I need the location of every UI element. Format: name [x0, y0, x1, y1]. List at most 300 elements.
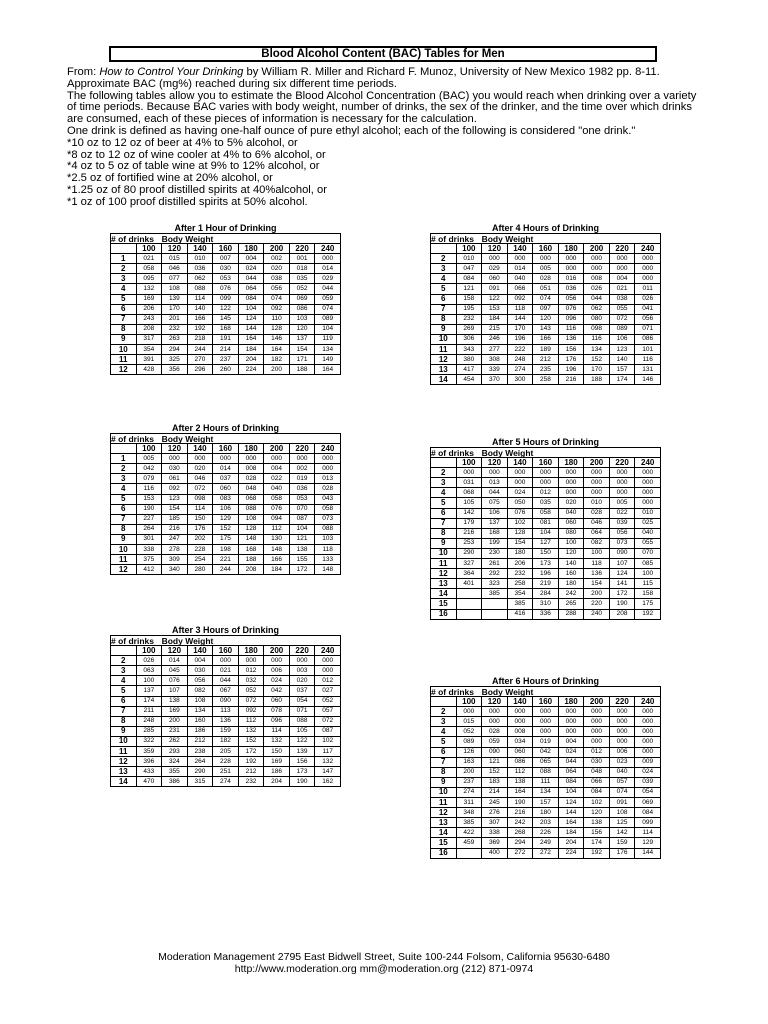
table-row [431, 808, 661, 818]
bac-cell: 290 [456, 548, 482, 558]
bac-cell: 264 [136, 524, 162, 534]
bac-cell: 134 [584, 345, 610, 355]
bac-cell: 150 [264, 747, 290, 757]
bac-cell: 195 [456, 304, 482, 314]
bac-cell: 053 [289, 494, 315, 504]
bac-cell: 152 [213, 524, 239, 534]
bac-cell: 128 [507, 528, 533, 538]
bac-cell: 000 [533, 717, 559, 727]
bac-cell: 081 [533, 518, 559, 528]
bac-cell: 206 [136, 304, 162, 314]
bac-cell: 188 [289, 365, 315, 375]
bac-cell: 137 [289, 334, 315, 344]
drinks-cell: 7 [431, 518, 457, 528]
bac-cell: 138 [584, 818, 610, 828]
bac-cell: 128 [238, 524, 264, 534]
bac-cell: 052 [238, 686, 264, 696]
bac-cell: 000 [558, 468, 584, 478]
bac-cell: 200 [162, 716, 188, 726]
bac-cell: 294 [507, 838, 533, 848]
bac-cell: 025 [635, 518, 661, 528]
drinks-cell: 3 [431, 478, 457, 488]
bac-cell [456, 589, 482, 599]
weight-cell: 240 [315, 244, 341, 254]
bac-cell: 004 [187, 656, 213, 666]
drinks-cell: 4 [111, 284, 137, 294]
bac-cell: 000 [609, 254, 635, 264]
bac-cell: 000 [238, 656, 264, 666]
weight-cell: 160 [213, 646, 239, 656]
bac-cell: 080 [584, 314, 610, 324]
bac-cell: 083 [213, 494, 239, 504]
bac-cell: 370 [482, 375, 508, 385]
bac-cell: 011 [635, 284, 661, 294]
drinks-cell: 2 [111, 464, 137, 474]
bac-cell: 075 [482, 498, 508, 508]
bac-cell: 170 [162, 304, 188, 314]
bac-cell: 129 [213, 514, 239, 524]
body-weight-header: Body Weight [162, 234, 341, 244]
bac-cell: 048 [238, 484, 264, 494]
bac-cell: 166 [187, 314, 213, 324]
weight-cell: 220 [609, 244, 635, 254]
bac-cell: 184 [238, 345, 264, 355]
weight-cell: 180 [238, 646, 264, 656]
bac-cell: 042 [264, 686, 290, 696]
bac-cell: 013 [482, 478, 508, 488]
bac-cell: 018 [289, 264, 315, 274]
drinks-cell: 12 [431, 355, 457, 365]
bac-cell: 212 [533, 355, 559, 365]
bac-cell: 037 [213, 474, 239, 484]
bac-cell: 104 [289, 524, 315, 534]
drinks-cell: 12 [431, 569, 457, 579]
bac-cell: 029 [315, 274, 341, 284]
bac-cell: 000 [482, 468, 508, 478]
weight-cell: 220 [289, 244, 315, 254]
table-row [431, 589, 661, 599]
bac-cell: 176 [558, 355, 584, 365]
bac-cell: 198 [213, 545, 239, 555]
bac-cell: 006 [264, 666, 290, 676]
bac-cell: 249 [533, 838, 559, 848]
bac-cell: 002 [264, 254, 290, 264]
bac-cell: 112 [507, 767, 533, 777]
bac-cell: 385 [456, 818, 482, 828]
bac-cell: 144 [635, 848, 661, 858]
bac-cell: 000 [289, 656, 315, 666]
bac-cell: 134 [187, 706, 213, 716]
bac-cell: 105 [456, 498, 482, 508]
bac-cell: 076 [264, 504, 290, 514]
drinks-cell: 5 [431, 498, 457, 508]
bac-cell: 180 [558, 579, 584, 589]
body-weight-header: Body Weight [482, 687, 661, 697]
bac-cell: 317 [136, 334, 162, 344]
bac-table [430, 447, 661, 620]
bac-cell: 088 [315, 524, 341, 534]
bac-cell: 000 [635, 747, 661, 757]
drinks-cell: 9 [431, 538, 457, 548]
table-row [111, 314, 341, 324]
table-header-row [431, 448, 661, 458]
drinks-cell: 14 [431, 375, 457, 385]
bac-cell: 030 [584, 757, 610, 767]
drinks-cell: 8 [431, 314, 457, 324]
bac-cell: 112 [238, 716, 264, 726]
bac-cell: 028 [238, 474, 264, 484]
drinks-cell: 13 [431, 818, 457, 828]
drink-equivalent: *10 oz to 12 oz of beer at 4% to 5% alcohol, or [67, 136, 298, 149]
blank-cell [111, 444, 137, 454]
bac-cell: 019 [289, 474, 315, 484]
bac-cell: 037 [289, 686, 315, 696]
bac-cell: 106 [609, 334, 635, 344]
bac-cell: 166 [533, 334, 559, 344]
bac-cell: 175 [213, 534, 239, 544]
bac-cell: 433 [136, 767, 162, 777]
bac-cell: 005 [533, 264, 559, 274]
bac-cell: 123 [609, 345, 635, 355]
table-row [431, 508, 661, 518]
table-row [111, 355, 341, 365]
bac-cell: 247 [162, 534, 188, 544]
bac-cell: 154 [289, 345, 315, 355]
bac-cell: 190 [507, 798, 533, 808]
bac-cell: 222 [507, 345, 533, 355]
drinks-cell: 3 [111, 274, 137, 284]
bac-cell: 092 [238, 706, 264, 716]
drinks-header: # of drinks [111, 434, 162, 444]
bac-cell: 063 [136, 666, 162, 676]
table-row [111, 365, 341, 375]
bac-cell: 060 [264, 696, 290, 706]
bac-cell: 172 [238, 747, 264, 757]
bac-cell: 391 [136, 355, 162, 365]
bac-cell: 016 [558, 274, 584, 284]
drink-equivalent: *8 oz to 12 oz of wine cooler at 4% to 6% alcohol, or [67, 148, 326, 161]
bac-cell: 100 [584, 548, 610, 558]
table-row [111, 696, 341, 706]
bac-cell: 324 [162, 757, 188, 767]
table-row [431, 334, 661, 344]
bac-cell: 000 [482, 254, 508, 264]
bac-cell: 216 [162, 524, 188, 534]
bac-cell: 150 [187, 514, 213, 524]
drinks-header: # of drinks [111, 234, 162, 244]
bac-table-6-hours [430, 676, 661, 859]
table-row [431, 559, 661, 569]
bac-cell: 000 [533, 727, 559, 737]
bac-cell: 309 [162, 555, 188, 565]
bac-cell: 077 [162, 274, 188, 284]
bac-cell: 385 [482, 589, 508, 599]
bac-cell: 070 [289, 504, 315, 514]
bac-cell: 058 [264, 494, 290, 504]
bac-cell: 084 [584, 787, 610, 797]
bac-cell: 170 [507, 324, 533, 334]
bac-cell: 108 [162, 284, 188, 294]
drinks-cell: 8 [431, 767, 457, 777]
bac-cell: 228 [187, 545, 213, 555]
bac-cell: 149 [315, 355, 341, 365]
bac-cell: 214 [482, 787, 508, 797]
drinks-cell: 12 [111, 365, 137, 375]
bac-cell: 096 [264, 716, 290, 726]
bac-cell: 203 [533, 818, 559, 828]
bac-cell: 027 [315, 686, 341, 696]
bac-cell: 028 [315, 484, 341, 494]
bac-cell: 158 [456, 294, 482, 304]
bac-cell: 136 [558, 334, 584, 344]
bac-cell: 000 [533, 707, 559, 717]
table-row [111, 656, 341, 666]
bac-cell: 010 [584, 498, 610, 508]
weight-row [111, 244, 341, 254]
bac-cell: 142 [456, 508, 482, 518]
bac-cell: 015 [162, 254, 188, 264]
bac-cell: 238 [187, 747, 213, 757]
bac-cell: 116 [558, 324, 584, 334]
bac-cell: 064 [558, 767, 584, 777]
weight-cell: 160 [533, 244, 559, 254]
body-weight-header: Body Weight [162, 434, 341, 444]
bac-cell: 204 [238, 355, 264, 365]
bac-cell: 048 [584, 767, 610, 777]
bac-cell: 274 [456, 787, 482, 797]
table-row [431, 579, 661, 589]
bac-cell: 270 [187, 355, 213, 365]
bac-cell: 099 [635, 818, 661, 828]
bac-cell: 106 [213, 504, 239, 514]
drinks-cell: 12 [111, 757, 137, 767]
bac-cell: 012 [315, 676, 341, 686]
bac-cell: 101 [635, 345, 661, 355]
drinks-cell: 10 [111, 545, 137, 555]
bac-cell: 327 [456, 559, 482, 569]
weight-cell: 120 [162, 444, 188, 454]
bac-cell: 264 [187, 757, 213, 767]
table-row [111, 454, 341, 464]
drinks-cell: 12 [111, 565, 137, 575]
bac-cell: 084 [558, 777, 584, 787]
bac-cell: 084 [238, 294, 264, 304]
bac-cell: 000 [315, 656, 341, 666]
bac-cell: 001 [289, 254, 315, 264]
bac-cell: 428 [136, 365, 162, 375]
drinks-cell: 11 [431, 345, 457, 355]
bac-cell: 253 [456, 538, 482, 548]
bac-cell: 085 [635, 559, 661, 569]
bac-cell: 176 [609, 848, 635, 858]
bac-cell: 000 [315, 464, 341, 474]
drink-equivalent: *1.25 oz of 80 proof distilled spirits at 40%alcohol, or [67, 183, 327, 196]
bac-cell: 013 [315, 474, 341, 484]
weight-cell: 200 [264, 444, 290, 454]
bac-cell: 196 [507, 334, 533, 344]
bac-cell: 021 [213, 666, 239, 676]
bac-cell: 088 [533, 767, 559, 777]
bac-cell: 137 [482, 518, 508, 528]
bac-cell: 104 [533, 528, 559, 538]
bac-table-4-hours [430, 223, 661, 385]
bac-cell: 057 [609, 777, 635, 787]
bac-cell: 155 [289, 555, 315, 565]
bac-cell: 243 [136, 314, 162, 324]
bac-cell: 189 [533, 345, 559, 355]
weight-cell: 220 [289, 444, 315, 454]
drinks-cell: 1 [111, 254, 137, 264]
drinks-cell: 2 [431, 707, 457, 717]
bac-cell: 412 [136, 565, 162, 575]
bac-cell: 014 [507, 264, 533, 274]
drinks-cell: 9 [431, 324, 457, 334]
bac-cell: 113 [213, 706, 239, 716]
bac-cell: 058 [533, 508, 559, 518]
bac-cell: 180 [507, 548, 533, 558]
bac-cell: 169 [136, 294, 162, 304]
bac-cell: 240 [584, 609, 610, 619]
drinks-cell: 11 [111, 355, 137, 365]
bac-cell: 044 [315, 284, 341, 294]
bac-cell: 024 [558, 747, 584, 757]
bac-cell: 401 [456, 579, 482, 589]
bac-cell: 224 [558, 848, 584, 858]
bac-cell: 470 [136, 777, 162, 787]
table-row [111, 334, 341, 344]
bac-cell: 046 [584, 518, 610, 528]
bac-cell: 059 [482, 737, 508, 747]
bac-cell: 080 [558, 528, 584, 538]
table-row [111, 504, 341, 514]
bac-cell: 104 [238, 304, 264, 314]
bac-cell: 086 [289, 304, 315, 314]
bac-cell: 022 [609, 508, 635, 518]
bac-cell: 120 [558, 548, 584, 558]
drinks-cell: 8 [111, 324, 137, 334]
bac-cell [482, 599, 508, 609]
bac-cell: 359 [136, 747, 162, 757]
bac-cell: 014 [315, 264, 341, 274]
drinks-cell: 16 [431, 848, 457, 858]
bac-cell: 201 [162, 314, 188, 324]
weight-cell: 240 [315, 444, 341, 454]
bac-cell: 010 [635, 508, 661, 518]
bac-cell: 006 [609, 747, 635, 757]
bac-cell: 000 [635, 468, 661, 478]
bac-cell: 068 [456, 488, 482, 498]
table-row [431, 747, 661, 757]
bac-cell: 000 [533, 478, 559, 488]
table-row [111, 767, 341, 777]
bac-cell: 005 [609, 498, 635, 508]
bac-cell: 184 [558, 828, 584, 838]
bac-cell: 000 [584, 727, 610, 737]
bac-cell: 060 [558, 518, 584, 528]
bac-cell: 185 [162, 514, 188, 524]
bac-cell: 274 [213, 777, 239, 787]
table-row [431, 498, 661, 508]
bac-cell: 061 [162, 474, 188, 484]
bac-cell: 000 [635, 737, 661, 747]
drinks-cell: 4 [111, 484, 137, 494]
bac-cell: 127 [533, 538, 559, 548]
bac-cell: 232 [507, 569, 533, 579]
bac-cell: 220 [584, 599, 610, 609]
bac-cell: 010 [187, 254, 213, 264]
bac-cell: 117 [315, 747, 341, 757]
bac-cell: 000 [507, 478, 533, 488]
table-row [431, 838, 661, 848]
bac-cell: 091 [609, 798, 635, 808]
bac-cell: 099 [213, 294, 239, 304]
bac-cell: 322 [136, 736, 162, 746]
bac-cell: 000 [635, 707, 661, 717]
drinks-cell: 2 [431, 468, 457, 478]
bac-cell: 060 [213, 484, 239, 494]
bac-cell: 121 [289, 534, 315, 544]
drinks-cell: 4 [431, 727, 457, 737]
bac-cell: 029 [482, 264, 508, 274]
bac-cell: 000 [264, 454, 290, 464]
bac-cell: 190 [289, 777, 315, 787]
footer [0, 951, 768, 975]
bac-cell: 044 [213, 676, 239, 686]
table-row [431, 609, 661, 619]
weight-cell: 140 [187, 244, 213, 254]
bac-cell: 076 [507, 508, 533, 518]
bac-cell: 120 [289, 324, 315, 334]
bac-cell: 087 [315, 726, 341, 736]
citation-rest: by William R. Miller and Richard F. Munoz, University of New Mexico 1982 pp. 8-11. [243, 66, 660, 78]
bac-cell: 179 [456, 518, 482, 528]
bac-cell: 000 [584, 707, 610, 717]
drinks-cell: 8 [111, 524, 137, 534]
bac-cell [456, 848, 482, 858]
bac-cell: 310 [533, 599, 559, 609]
drinks-cell: 14 [431, 589, 457, 599]
bac-cell: 114 [635, 828, 661, 838]
bac-cell: 142 [609, 828, 635, 838]
bac-cell: 174 [609, 375, 635, 385]
bac-cell: 057 [315, 706, 341, 716]
bac-cell: 192 [635, 609, 661, 619]
footer-contact: http://www.moderation.org mm@moderation.org (212) 871-0974 [234, 963, 534, 975]
bac-cell: 146 [635, 375, 661, 385]
table-row [111, 676, 341, 686]
weight-cell: 200 [264, 244, 290, 254]
bac-cell: 293 [162, 747, 188, 757]
bac-cell: 021 [609, 284, 635, 294]
bac-cell: 121 [456, 284, 482, 294]
bac-cell: 000 [558, 727, 584, 737]
bac-cell: 000 [482, 707, 508, 717]
bac-cell: 000 [609, 717, 635, 727]
bac-cell: 186 [187, 726, 213, 736]
bac-cell: 040 [635, 528, 661, 538]
bac-cell: 147 [315, 767, 341, 777]
bac-cell: 308 [482, 355, 508, 365]
bac-cell: 073 [315, 514, 341, 524]
bac-cell: 008 [584, 274, 610, 284]
weight-cell: 100 [456, 697, 482, 707]
bac-cell: 133 [315, 555, 341, 565]
weight-cell: 120 [162, 646, 188, 656]
drinks-cell: 6 [431, 747, 457, 757]
bac-cell: 204 [264, 777, 290, 787]
page-title: Blood Alcohol Content (BAC) Tables for Men [109, 46, 657, 62]
bac-cell: 012 [584, 747, 610, 757]
